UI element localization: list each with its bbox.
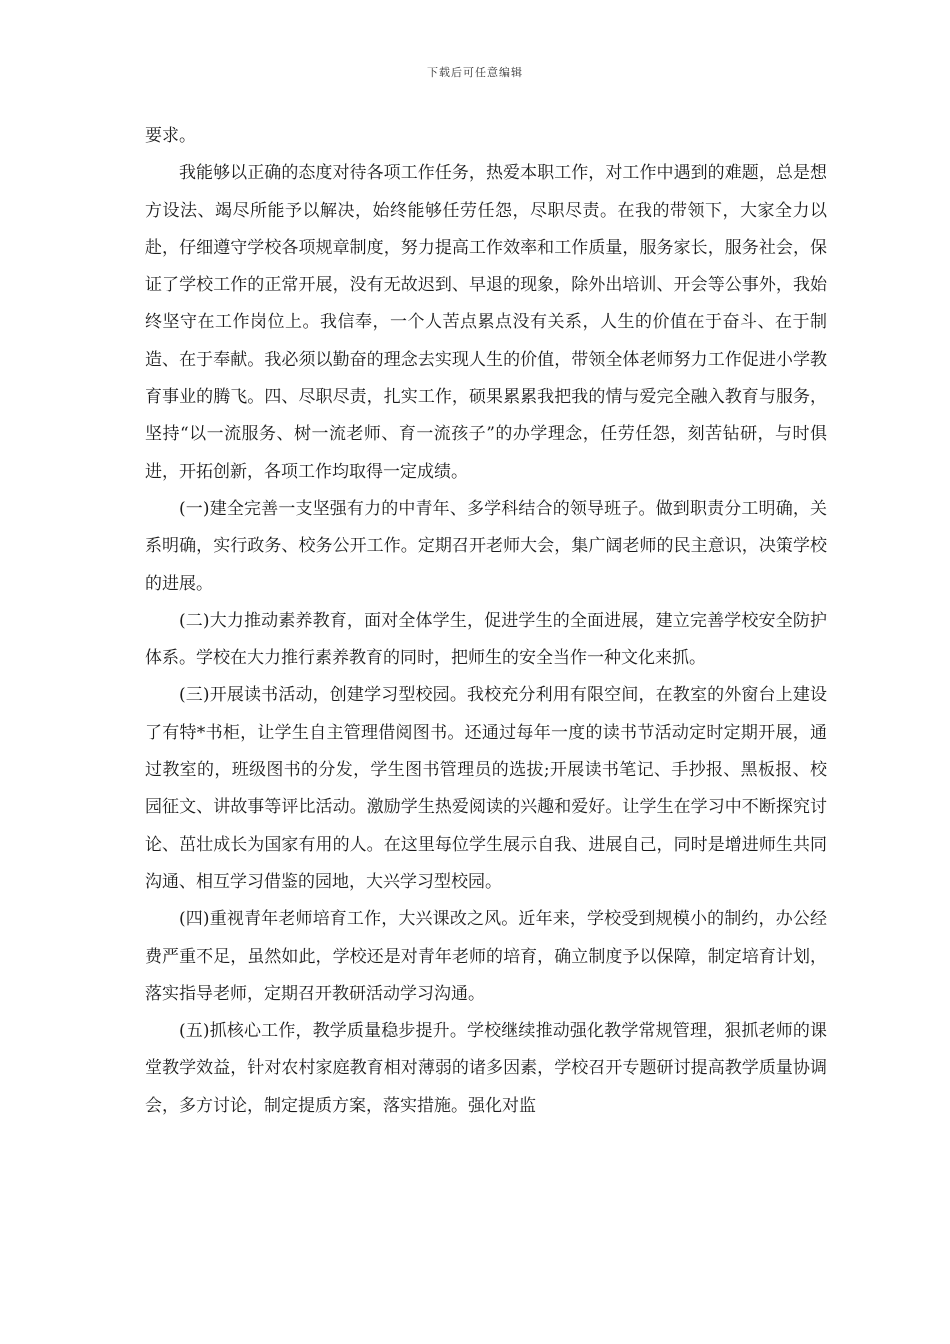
paragraph-quality-education: (二)大力推动素养教育，面对全体学生，促进学生的全面进展，建立完善学校安全防护体系。学校在大力推行素养教育的同时，把师生的安全当作一种文化来抓。 <box>145 610 827 669</box>
page-header: 下载后可任意编辑 <box>427 66 523 79</box>
paragraph-leadership-team: (一)建全完善一支坚强有力的中青年、多学科结合的领导班子。做到职责分工明确，关系明确，实行政务、校务公开工作。定期召开老师大会，集广阔老师的民主意识，决策学校的进展。 <box>145 498 827 594</box>
document-body <box>145 118 827 1125</box>
paragraph-teaching-quality: (五)抓核心工作，教学质量稳步提升。学校继续推动强化教学常规管理，狠抓老师的课堂教学效益，针对农村家庭教育相对薄弱的诸多因素，学校召开专题研讨提高教学质量协调会，多方讨论，制定提质方案，落实措施。强化对监 <box>145 1021 827 1116</box>
paragraph-work-attitude: 我能够以正确的态度对待各项工作任务，热爱本职工作，对工作中遇到的难题，总是想方设法、竭尽所能予以解决，始终能够任劳任怨，尽职尽责。在我的带领下，大家全力以赴，仔细遵守学校各项规章制度，努力提高工作效率和工作质量，服务家长，服务社会，保证了学校工作的正常开展，没有无故迟到、早退的现象，除外出培训、开会等公事外，我始终坚守在工作岗位上。我信奉，一个人苦点累点没有关系，人生的价值在于奋斗、在于制造、在于奉献。我必须以勤奋的理念去实现人生的价值，带领全体老师努力工作促进小学教育事业的腾飞。四、尽职尽责，扎实工作，硕果累累我把我的情与爱完全融入教育与服务，坚持“以一流服务、树一流老师、育一流孩子”的办学理念，任劳任怨，刻苦钻研，与时俱进，开拓创新，各项工作均取得一定成绩。 <box>145 163 827 482</box>
paragraph-continuation: 要求。 <box>145 126 196 146</box>
paragraph-reading-activity: (三)开展读书活动，创建学习型校园。我校充分利用有限空间，在教室的外窗台上建设了有特*书柜，让学生自主管理借阅图书。还通过每年一度的读书节活动定时定期开展，通过教室的，班级图书的分发，学生图书管理员的选拔;开展读书笔记、手抄报、黑板报、校园征文、讲故事等评比活动。激励学生热爱阅读的兴趣和爱好。让学生在学习中不断探究讨论、茁壮成长为国家有用的人。在这里每位学生展示自我、进展自己，同时是增进师生共同沟通、相互学习借鉴的园地，大兴学习型校园。 <box>145 685 827 892</box>
paragraph-young-teachers: (四)重视青年老师培育工作，大兴课改之风。近年来，学校受到规模小的制约，办公经费严重不足，虽然如此，学校还是对青年老师的培育，确立制度予以保障，制定培育计划，落实指导老师，定期召开教研活动学习沟通。 <box>145 909 827 1004</box>
